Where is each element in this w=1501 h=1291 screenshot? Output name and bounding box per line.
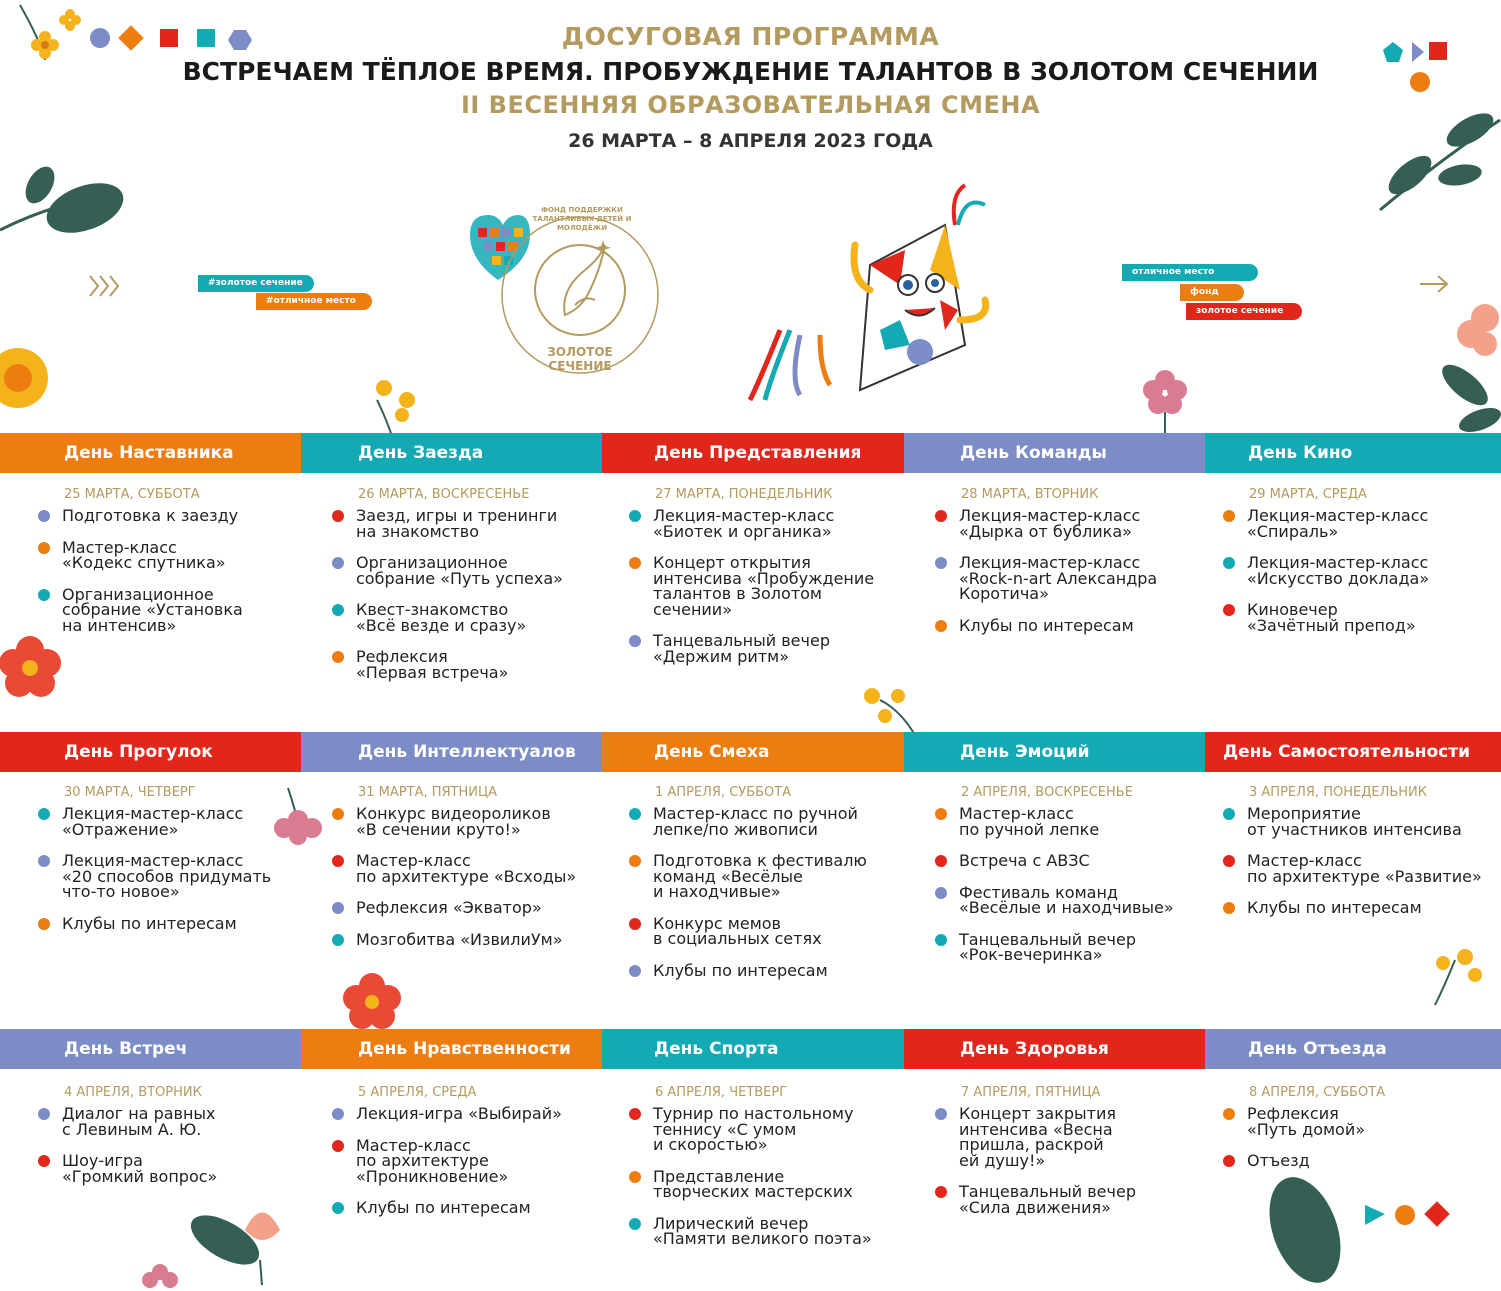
event-item (629, 960, 919, 980)
date-range: 26 МАРТА – 8 АПРЕЛЯ 2023 ГОДА (568, 130, 933, 152)
day-column (38, 1085, 328, 1200)
bullet-dot-icon (38, 808, 50, 820)
event-text: Лирический вечер «Памяти великого поэта» (653, 1213, 872, 1248)
event-text: Лекция-мастер-класс «Отражение» (62, 804, 244, 839)
event-text: Концерт закрытия интенсива «Весна пришла, раскрой ей душу!» (959, 1104, 1117, 1170)
bullet-dot-icon (1223, 510, 1235, 522)
hashtag-tag: фонд (1180, 284, 1244, 301)
event-item (935, 929, 1225, 964)
sunflower-icon (0, 348, 48, 408)
event-text: Танцевальный вечер «Сила движения» (959, 1182, 1136, 1217)
event-item (629, 1166, 919, 1201)
day-column (332, 1085, 622, 1232)
day-date: 5 АПРЕЛЯ, СРЕДА (358, 1085, 477, 1100)
event-text: Отъезд (1247, 1151, 1310, 1170)
day-title: День Отъезда (1205, 1029, 1501, 1069)
event-text: Подготовка к фестивалю команд «Весёлые и находчивые» (653, 851, 867, 901)
hashtag-tag: золотое сечение (1186, 303, 1302, 320)
bullet-dot-icon (332, 651, 344, 663)
bullet-dot-icon (629, 510, 641, 522)
event-text: Мероприятие от участников интенсива (1247, 804, 1462, 839)
event-item (1223, 508, 1501, 539)
event-item (935, 508, 1225, 539)
bullet-dot-icon (38, 918, 50, 930)
day-column (38, 785, 328, 947)
bullet-dot-icon (332, 855, 344, 867)
event-text: Мастер-класс по архитектуре «Развитие» (1247, 851, 1482, 886)
kite-mascot-icon (750, 185, 986, 400)
event-item (332, 1106, 622, 1122)
day-column (332, 487, 622, 696)
day-header-band (0, 732, 1501, 772)
event-text: Подготовка к заезду (62, 506, 239, 525)
event-text: Мастер-класс «Кодекс спутника» (62, 537, 226, 572)
bullet-dot-icon (1223, 1108, 1235, 1120)
bullet-dot-icon (629, 1218, 641, 1230)
event-item (629, 633, 919, 664)
event-item (38, 853, 328, 900)
bullet-dot-icon (332, 604, 344, 616)
flower-icon (864, 688, 915, 735)
program-label: ДОСУГОВАЯ ПРОГРАММА (561, 22, 940, 51)
bullet-dot-icon (332, 1108, 344, 1120)
bullet-dot-icon (1223, 557, 1235, 569)
page-subtitle: II ВЕСЕННЯЯ ОБРАЗОВАТЕЛЬНАЯ СМЕНА (460, 91, 1041, 119)
day-date: 8 АПРЕЛЯ, СУББОТА (1249, 1085, 1386, 1100)
page-title: ВСТРЕЧАЕМ ТЁПЛОЕ ВРЕМЯ. ПРОБУЖДЕНИЕ ТАЛАНТОВ В ЗОЛОТОМ СЕЧЕНИИ (182, 57, 1319, 86)
event-text: Лекция-мастер-класс «Спираль» (1247, 506, 1429, 541)
bullet-dot-icon (629, 965, 641, 977)
event-text: Мастер-класс по архитектуре «Всходы» (356, 851, 577, 886)
day-title: День Команды (904, 433, 1205, 473)
chevron-right-icon (90, 276, 118, 296)
event-text: Квест-знакомство «Всё везде и сразу» (356, 600, 527, 635)
event-text: Клубы по интересам (653, 960, 828, 980)
event-text: Турнир по настольному теннису «С умом и скоростью» (653, 1104, 854, 1154)
event-item (332, 555, 622, 586)
day-title: День Кино (1205, 433, 1501, 473)
event-item (1223, 1106, 1501, 1137)
event-item (38, 806, 328, 837)
bullet-dot-icon (332, 1140, 344, 1152)
leaf-icon (1436, 358, 1501, 437)
event-text: Лекция-игра «Выбирай» (356, 1104, 562, 1123)
event-text: Клубы по интересам (1247, 898, 1422, 917)
bullet-dot-icon (629, 918, 641, 930)
day-title: День Прогулок (0, 732, 301, 772)
day-date: 31 МАРТА, ПЯТНИЦА (358, 785, 497, 800)
day-title: День Спорта (602, 1029, 904, 1069)
event-item (629, 853, 919, 900)
event-item (332, 929, 622, 949)
bullet-dot-icon (332, 934, 344, 946)
event-text: Мозгобитва «ИзвилиУм» (356, 929, 563, 949)
flower-icon (1143, 370, 1187, 437)
day-date: 26 МАРТА, ВОСКРЕСЕНЬЕ (358, 487, 530, 502)
event-text: Фестиваль команд «Весёлые и находчивые» (959, 882, 1174, 917)
day-date: 2 АПРЕЛЯ, ВОСКРЕСЕНЬЕ (961, 785, 1133, 800)
event-text: Концерт открытия интенсива «Пробуждение талантов в Золотом сечении» (653, 553, 875, 619)
event-item (629, 1106, 919, 1153)
arrow-right-icon (1420, 276, 1447, 292)
bullet-dot-icon (38, 1155, 50, 1167)
event-text: Лекция-мастер-класс «Искусство доклада» (1247, 553, 1430, 588)
event-item (332, 806, 622, 837)
day-date: 27 МАРТА, ПОНЕДЕЛЬНИК (655, 487, 833, 502)
event-item (332, 1200, 622, 1216)
event-item (629, 508, 919, 539)
event-item (38, 584, 328, 635)
bullet-dot-icon (1223, 1155, 1235, 1167)
day-title: День Нравственности (301, 1029, 602, 1069)
event-text: Представление творческих мастерских (653, 1166, 853, 1201)
event-item (332, 900, 622, 916)
bullet-dot-icon (38, 589, 50, 601)
bullet-dot-icon (935, 808, 947, 820)
day-column (332, 785, 622, 963)
bullet-dot-icon (38, 542, 50, 554)
event-item (38, 537, 328, 572)
leaf-icon (183, 1205, 280, 1285)
day-column (629, 785, 919, 994)
event-text: Шоу-игра «Громкий вопрос» (62, 1151, 218, 1186)
day-column (935, 785, 1225, 979)
event-item (935, 1184, 1225, 1215)
event-text: Клубы по интересам (959, 615, 1134, 635)
event-item (935, 882, 1225, 917)
heart-logo-icon (470, 215, 530, 280)
flower-icon (1457, 304, 1499, 356)
day-title: День Самостоятельности (1205, 732, 1501, 772)
bullet-dot-icon (332, 557, 344, 569)
event-item (332, 1135, 622, 1186)
logo-arc-text: ФОНД ПОДДЕРЖКИ ТАЛАНТЛИВЫХ ДЕТЕЙ И МОЛОДЁЖИ (532, 206, 632, 232)
bullet-dot-icon (1223, 604, 1235, 616)
event-item (935, 1106, 1225, 1168)
bullet-dot-icon (935, 1186, 947, 1198)
day-header-band (0, 1029, 1501, 1069)
event-item (332, 853, 622, 884)
day-column (38, 487, 328, 649)
day-title: День Здоровья (904, 1029, 1205, 1069)
event-text: Встреча с АВЗС (959, 851, 1090, 870)
event-item (1223, 853, 1501, 884)
bullet-dot-icon (1223, 855, 1235, 867)
event-text: Лекция-мастер-класс «Rock-n-art Александра Коротича» (959, 553, 1158, 603)
hashtag-tag: #золотое сечение (198, 275, 314, 292)
bullet-dot-icon (1223, 902, 1235, 914)
day-header-band (0, 433, 1501, 473)
event-text: Танцевальный вечер «Держим ритм» (653, 631, 830, 666)
event-text: Диалог на равных с Левиным А. Ю. (62, 1104, 216, 1139)
bullet-dot-icon (935, 934, 947, 946)
event-item (1223, 900, 1501, 916)
event-item (332, 602, 622, 633)
event-item (1223, 602, 1501, 633)
event-item (935, 853, 1225, 869)
shapes-icon (1365, 1201, 1450, 1226)
day-column (935, 487, 1225, 649)
bullet-dot-icon (935, 620, 947, 632)
event-text: Мастер-класс по ручной лепке/по живописи (653, 804, 858, 839)
bullet-dot-icon (935, 510, 947, 522)
bullet-dot-icon (935, 887, 947, 899)
event-text: Лекция-мастер-класс «20 способов придумать что-то новое» (62, 851, 272, 901)
day-date: 29 МАРТА, СРЕДА (1249, 487, 1367, 502)
day-title: День Эмоций (904, 732, 1205, 772)
bullet-dot-icon (332, 510, 344, 522)
event-text: Конкурс мемов в социальных сетях (653, 913, 822, 948)
bullet-dot-icon (935, 855, 947, 867)
bullet-dot-icon (629, 855, 641, 867)
event-item (629, 806, 919, 837)
event-text: Рефлексия «Экватор» (356, 898, 542, 917)
event-text: Лекция-мастер-класс «Биотек и органика» (653, 506, 835, 541)
event-text: Танцевальный вечер «Рок-вечеринка» (959, 929, 1136, 964)
day-title: День Встреч (0, 1029, 301, 1069)
bullet-dot-icon (38, 510, 50, 522)
event-item (38, 1106, 328, 1137)
event-item (1223, 806, 1501, 837)
event-item (935, 615, 1225, 635)
day-date: 7 АПРЕЛЯ, ПЯТНИЦА (961, 1085, 1101, 1100)
bullet-dot-icon (332, 902, 344, 914)
event-item (629, 1213, 919, 1248)
leaf-icon (0, 162, 130, 243)
day-date: 3 АПРЕЛЯ, ПОНЕДЕЛЬНИК (1249, 785, 1427, 800)
day-column (629, 1085, 919, 1263)
bullet-dot-icon (38, 1108, 50, 1120)
event-item (332, 649, 622, 680)
day-title: День Интеллектуалов (301, 732, 602, 772)
day-title: День Представления (602, 433, 904, 473)
logo-name: ЗОЛОТОЕ СЕЧЕНИЕ (547, 345, 613, 373)
day-date: 25 МАРТА, СУББОТА (64, 487, 200, 502)
day-title: День Смеха (602, 732, 904, 772)
day-title: День Наставника (0, 433, 301, 473)
event-text: Мастер-класс по архитектуре «Проникновение» (356, 1135, 509, 1186)
day-date: 4 АПРЕЛЯ, ВТОРНИК (64, 1085, 202, 1100)
event-text: Мастер-класс по ручной лепке (959, 804, 1100, 839)
event-text: Заезд, игры и тренинги на знакомство (356, 506, 558, 541)
bullet-dot-icon (38, 855, 50, 867)
event-text: Рефлексия «Путь домой» (1247, 1104, 1366, 1139)
event-item (332, 508, 622, 539)
event-item (38, 508, 328, 524)
day-column (935, 1085, 1225, 1231)
day-date: 6 АПРЕЛЯ, ЧЕТВЕРГ (655, 1085, 788, 1100)
day-date: 1 АПРЕЛЯ, СУББОТА (655, 785, 792, 800)
day-date: 30 МАРТА, ЧЕТВЕРГ (64, 785, 196, 800)
event-text: Клубы по интересам (356, 1198, 531, 1217)
bullet-dot-icon (629, 808, 641, 820)
flower-icon (343, 973, 401, 1029)
leaf-icon (1256, 1167, 1354, 1291)
event-item (629, 555, 919, 617)
bullet-dot-icon (332, 1202, 344, 1214)
day-title: День Заезда (301, 433, 602, 473)
event-item (629, 913, 919, 948)
day-date: 28 МАРТА, ВТОРНИК (961, 487, 1099, 502)
event-text: Лекция-мастер-класс «Дырка от бублика» (959, 506, 1141, 541)
bullet-dot-icon (629, 557, 641, 569)
day-column (1223, 1085, 1501, 1185)
event-text: Организационное собрание «Путь успеха» (356, 553, 563, 588)
bullet-dot-icon (332, 808, 344, 820)
flower-icon (1435, 949, 1482, 1005)
leaf-icon (1380, 107, 1500, 210)
bullet-dot-icon (629, 1108, 641, 1120)
flower-icon (142, 1264, 178, 1288)
event-text: Конкурс видеороликов «В сечении круто!» (356, 804, 551, 839)
day-column (1223, 487, 1501, 649)
event-item (1223, 1153, 1501, 1169)
day-column (629, 487, 919, 680)
event-text: Организационное собрание «Установка на интенсив» (62, 584, 243, 635)
event-item (1223, 555, 1501, 586)
event-text: Рефлексия «Первая встреча» (356, 647, 509, 682)
bullet-dot-icon (629, 1171, 641, 1183)
event-text: Клубы по интересам (62, 913, 237, 933)
event-text: Киновечер «Зачётный препод» (1247, 600, 1416, 635)
bullet-dot-icon (935, 1108, 947, 1120)
bullet-dot-icon (629, 635, 641, 647)
event-item (935, 555, 1225, 602)
hashtag-tag: #отличное место (256, 293, 372, 310)
hashtag-tag: отличное место (1122, 264, 1258, 281)
event-item (935, 806, 1225, 837)
bullet-dot-icon (1223, 808, 1235, 820)
day-column (1223, 785, 1501, 932)
bullet-dot-icon (935, 557, 947, 569)
event-item (38, 913, 328, 933)
event-item (38, 1153, 328, 1184)
